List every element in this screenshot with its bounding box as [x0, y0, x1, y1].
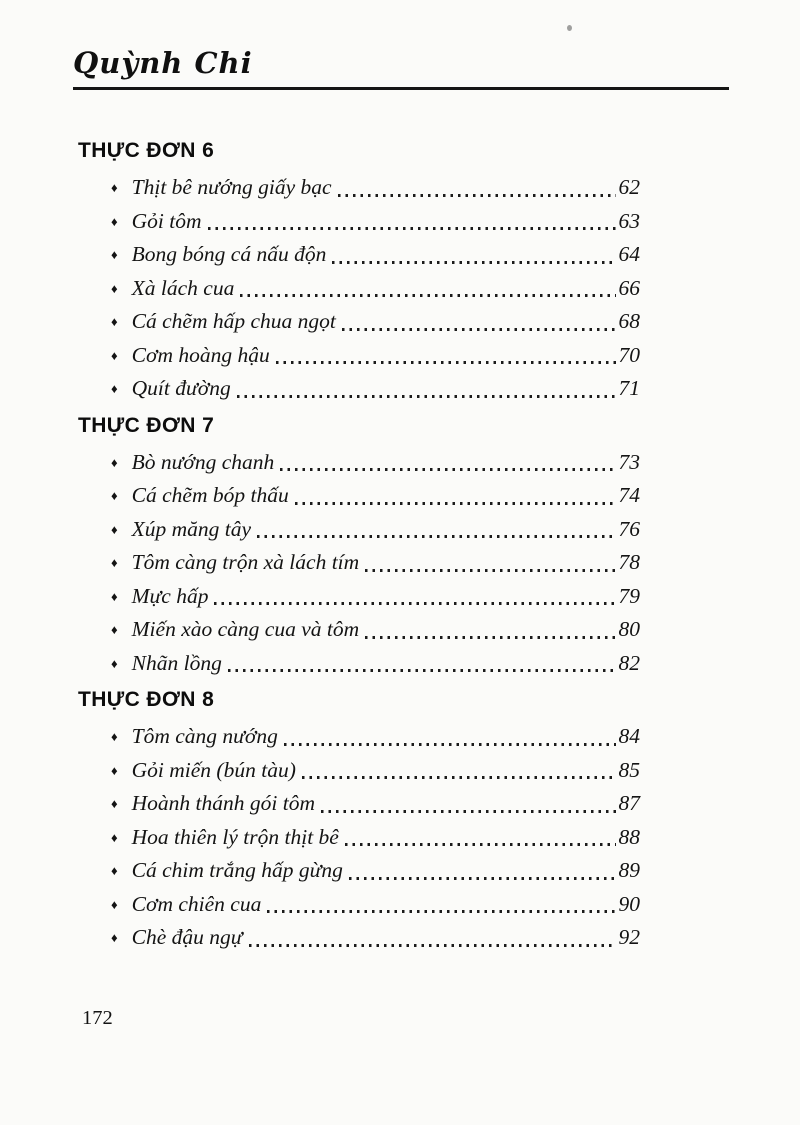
toc-entry: [78, 479, 640, 513]
diamond-bullet-icon: ♦: [111, 762, 118, 778]
diamond-bullet-icon: ♦: [111, 180, 118, 195]
toc-section: [78, 131, 640, 406]
entry-page-number: 89: [618, 858, 640, 882]
dot-leader: [214, 602, 615, 605]
dot-leader: [332, 261, 615, 264]
entry-page-number: 79: [618, 583, 640, 608]
toc-section: [78, 680, 640, 955]
table-of-contents: [78, 131, 640, 955]
toc-entry: [78, 720, 640, 754]
entry-page-number: 76: [618, 516, 640, 541]
dot-leader: [365, 569, 615, 572]
dot-leader: [295, 502, 616, 505]
entry-title: Gỏi miến (bún tàu): [131, 757, 296, 782]
diamond-bullet-icon: ♦: [111, 454, 118, 470]
entry-title: Gỏi tôm: [131, 208, 202, 233]
diamond-bullet-icon: ♦: [111, 280, 118, 296]
ink-speck: [567, 25, 572, 31]
toc-entry: [78, 305, 640, 339]
dot-leader: [349, 877, 616, 880]
dot-leader: [208, 227, 616, 230]
entry-page-number: 78: [618, 550, 640, 574]
diamond-bullet-icon: ♦: [111, 588, 118, 604]
entry-page-number: 68: [618, 309, 640, 333]
entry-page-number: 66: [618, 275, 640, 300]
entry-page-number: 74: [618, 483, 640, 507]
toc-section: [78, 406, 640, 681]
diamond-bullet-icon: ♦: [111, 829, 118, 845]
toc-entry: [78, 546, 640, 580]
diamond-bullet-icon: ♦: [111, 896, 118, 912]
entry-page-number: 84: [618, 724, 640, 748]
dot-leader: [342, 328, 616, 331]
diamond-bullet-icon: ♦: [111, 729, 118, 744]
dot-leader: [240, 294, 615, 297]
section-title: THỰC ĐƠN 8: [78, 688, 215, 711]
entry-title: Bò nướng chanh: [131, 449, 275, 474]
page-number: 172: [82, 1007, 113, 1029]
diamond-bullet-icon: ♦: [111, 488, 118, 503]
diamond-bullet-icon: ♦: [111, 655, 118, 671]
entry-title: Quít đường: [131, 376, 231, 400]
entry-title: Tôm càng trộn xà lách tím: [131, 550, 360, 574]
entry-title: Hoa thiên lý trộn thịt bê: [131, 824, 339, 849]
entry-page-number: 62: [618, 175, 640, 199]
diamond-bullet-icon: ♦: [111, 796, 118, 811]
toc-entry: [78, 205, 640, 239]
toc-entry: [78, 446, 640, 480]
dot-leader: [280, 468, 615, 471]
toc-entry: [78, 372, 640, 406]
dot-leader: [228, 669, 616, 672]
toc-entry: [78, 888, 640, 922]
toc-entry: [78, 272, 640, 306]
diamond-bullet-icon: ♦: [111, 347, 118, 363]
toc-entry: [78, 580, 640, 614]
toc-entry: [78, 647, 640, 681]
dot-leader: [257, 535, 615, 538]
entry-page-number: 63: [618, 208, 640, 233]
dot-leader: [345, 843, 616, 846]
entry-page-number: 80: [618, 617, 640, 641]
dot-leader: [267, 910, 615, 913]
section-title: THỰC ĐƠN 7: [78, 413, 215, 437]
dot-leader: [237, 395, 616, 398]
entry-title: Cá chim trắng hấp gừng: [131, 858, 343, 882]
entry-title: Miến xào càng cua và tôm: [131, 617, 360, 641]
diamond-bullet-icon: ♦: [111, 622, 118, 637]
toc-entry: [78, 513, 640, 547]
dot-leader: [284, 743, 616, 746]
entry-page-number: 90: [618, 891, 640, 916]
entry-page-number: 87: [618, 791, 640, 815]
diamond-bullet-icon: ♦: [111, 863, 118, 878]
dot-leader: [321, 810, 616, 813]
toc-entry: [78, 339, 640, 373]
toc-entry: [78, 613, 640, 647]
diamond-bullet-icon: ♦: [111, 555, 118, 570]
toc-entry: [78, 854, 640, 888]
entry-page-number: 82: [618, 650, 640, 675]
toc-entry: [78, 921, 640, 955]
dot-leader: [338, 194, 616, 197]
entry-title: Cá chẽm bóp thấu: [131, 483, 289, 507]
entry-title: Cá chẽm hấp chua ngọt: [131, 309, 336, 333]
entry-title: Cơm hoàng hậu: [131, 342, 270, 367]
toc-entry: [78, 238, 640, 272]
diamond-bullet-icon: ♦: [111, 247, 118, 262]
entry-page-number: 88: [618, 824, 640, 849]
header-rule: [73, 87, 729, 90]
entry-title: Thịt bê nướng giấy bạc: [131, 175, 332, 199]
section-title: THỰC ĐƠN 6: [78, 139, 215, 162]
dot-leader: [249, 944, 616, 947]
entry-title: Xúp măng tây: [131, 516, 252, 541]
entry-page-number: 70: [618, 342, 640, 367]
entry-page-number: 73: [618, 449, 640, 474]
dot-leader: [276, 361, 616, 364]
dot-leader: [365, 636, 615, 639]
entry-title: Nhãn lồng: [131, 650, 222, 675]
entry-title: Tôm càng nướng: [131, 724, 278, 748]
entry-title: Mực hấp: [131, 583, 209, 608]
diamond-bullet-icon: ♦: [111, 930, 118, 945]
diamond-bullet-icon: ♦: [111, 521, 118, 537]
entry-title: Cơm chiên cua: [131, 891, 262, 916]
entry-page-number: 85: [618, 757, 640, 782]
page-header: [73, 46, 729, 90]
author-name: Quỳnh Chi: [73, 46, 253, 80]
toc-entry: [78, 821, 640, 855]
diamond-bullet-icon: ♦: [111, 213, 118, 229]
entry-title: Chè đậu ngự: [131, 925, 243, 949]
diamond-bullet-icon: ♦: [111, 381, 118, 396]
toc-entry: [78, 754, 640, 788]
entry-title: Xà lách cua: [131, 275, 235, 300]
diamond-bullet-icon: ♦: [111, 314, 118, 329]
entry-page-number: 71: [618, 376, 640, 400]
toc-entry: [78, 171, 640, 205]
entry-page-number: 64: [618, 242, 640, 266]
dot-leader: [302, 776, 616, 779]
toc-entry: [78, 787, 640, 821]
entry-page-number: 92: [618, 925, 640, 949]
entry-title: Bong bóng cá nấu độn: [131, 242, 327, 266]
entry-title: Hoành thánh gói tôm: [131, 791, 315, 815]
